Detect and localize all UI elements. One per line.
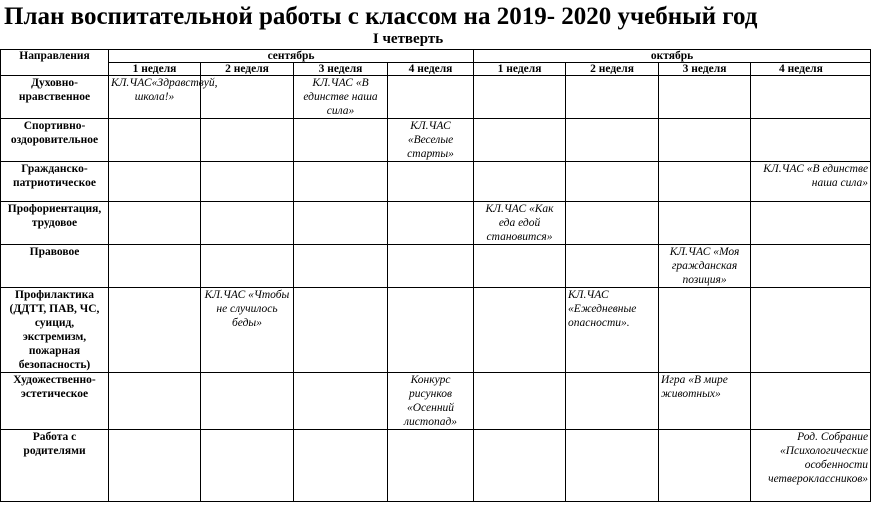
plan-table [0, 49, 871, 502]
empty-cell [566, 162, 659, 202]
empty-cell [294, 245, 388, 288]
direction-cell: Профилактика (ДДТТ, ПАВ, ЧС, суицид, экстремизм, пожарная безопасность) [1, 288, 109, 373]
event-cell: КЛ.ЧАС «Веселые старты» [388, 119, 474, 162]
empty-cell [388, 202, 474, 245]
empty-cell [474, 162, 566, 202]
empty-cell [201, 202, 294, 245]
empty-cell [474, 373, 566, 430]
empty-cell [659, 119, 751, 162]
table-row [1, 430, 871, 502]
empty-cell [474, 288, 566, 373]
event-cell: Род. Собрание «Психологические особенности четвероклассников» [751, 430, 871, 502]
table-row [1, 202, 871, 245]
table-row [1, 162, 871, 202]
table-row [1, 373, 871, 430]
empty-cell [751, 245, 871, 288]
week-header: 2 неделя [201, 63, 294, 76]
table-row [1, 119, 871, 162]
event-cell: КЛ.ЧАС «Ежедневные опасности». [566, 288, 659, 373]
empty-cell [751, 119, 871, 162]
event-cell: КЛ.ЧАС «В единстве наша сила» [294, 76, 388, 119]
document-title: План воспитательной работы с классом на 2019- 2020 учебный год [4, 3, 758, 30]
table-row [1, 245, 871, 288]
empty-cell [751, 202, 871, 245]
direction-cell: Профориентация, трудовое [1, 202, 109, 245]
empty-cell [566, 202, 659, 245]
direction-cell: Спортивно-оздоровительное [1, 119, 109, 162]
empty-cell [109, 288, 201, 373]
week-header: 1 неделя [474, 63, 566, 76]
empty-cell [294, 119, 388, 162]
week-header: 4 неделя [751, 63, 871, 76]
week-header: 1 неделя [109, 63, 201, 76]
empty-cell [109, 430, 201, 502]
empty-cell [659, 288, 751, 373]
empty-cell [566, 119, 659, 162]
empty-cell [294, 162, 388, 202]
empty-cell [474, 119, 566, 162]
empty-cell [294, 288, 388, 373]
empty-cell [109, 373, 201, 430]
empty-cell [201, 430, 294, 502]
empty-cell [294, 430, 388, 502]
month-header-october: октябрь [474, 50, 871, 63]
empty-cell [388, 288, 474, 373]
week-header: 2 неделя [566, 63, 659, 76]
empty-cell [566, 76, 659, 119]
event-cell: КЛ.ЧАС «Моя гражданская позиция» [659, 245, 751, 288]
event-cell: КЛ.ЧАС «Как еда едой становится» [474, 202, 566, 245]
empty-cell [201, 162, 294, 202]
event-cell: КЛ.ЧАС «В единстве наша сила» [751, 162, 871, 202]
empty-cell [201, 245, 294, 288]
empty-cell [566, 373, 659, 430]
empty-cell [109, 119, 201, 162]
empty-cell [659, 202, 751, 245]
direction-cell: Работа с родителями [1, 430, 109, 502]
week-header-row [1, 63, 871, 76]
empty-cell [659, 76, 751, 119]
direction-cell: Гражданско-патриотическое [1, 162, 109, 202]
event-cell: Игра «В мире животных» [659, 373, 751, 430]
event-cell: КЛ.ЧАС «Чтобы не случилось беды» [201, 288, 294, 373]
empty-cell [201, 119, 294, 162]
table-row [1, 76, 871, 119]
empty-cell [388, 245, 474, 288]
week-header: 3 неделя [659, 63, 751, 76]
empty-cell [294, 202, 388, 245]
empty-cell [474, 76, 566, 119]
empty-cell [109, 202, 201, 245]
empty-cell [109, 162, 201, 202]
empty-cell [751, 373, 871, 430]
event-cell: Конкурс рисунков «Осенний листопад» [388, 373, 474, 430]
empty-cell [388, 430, 474, 502]
empty-cell [474, 245, 566, 288]
empty-cell [474, 430, 566, 502]
empty-cell [659, 430, 751, 502]
direction-cell: Правовое [1, 245, 109, 288]
empty-cell [566, 245, 659, 288]
week-header: 4 неделя [388, 63, 474, 76]
event-cell: КЛ.ЧАС«Здравствуй, школа!» [109, 76, 201, 119]
empty-cell [388, 76, 474, 119]
table-row [1, 288, 871, 373]
empty-cell [566, 430, 659, 502]
direction-cell: Духовно-нравственное [1, 76, 109, 119]
empty-cell [751, 288, 871, 373]
empty-cell [294, 373, 388, 430]
month-header-row [1, 50, 871, 63]
direction-cell: Художественно-эстетическое [1, 373, 109, 430]
empty-cell [388, 162, 474, 202]
empty-cell [109, 245, 201, 288]
direction-header: Направления [1, 50, 109, 76]
empty-cell [201, 373, 294, 430]
week-header: 3 неделя [294, 63, 388, 76]
month-header-september: сентябрь [109, 50, 474, 63]
quarter-subtitle: I четверть [372, 31, 444, 47]
empty-cell [659, 162, 751, 202]
empty-cell [751, 76, 871, 119]
